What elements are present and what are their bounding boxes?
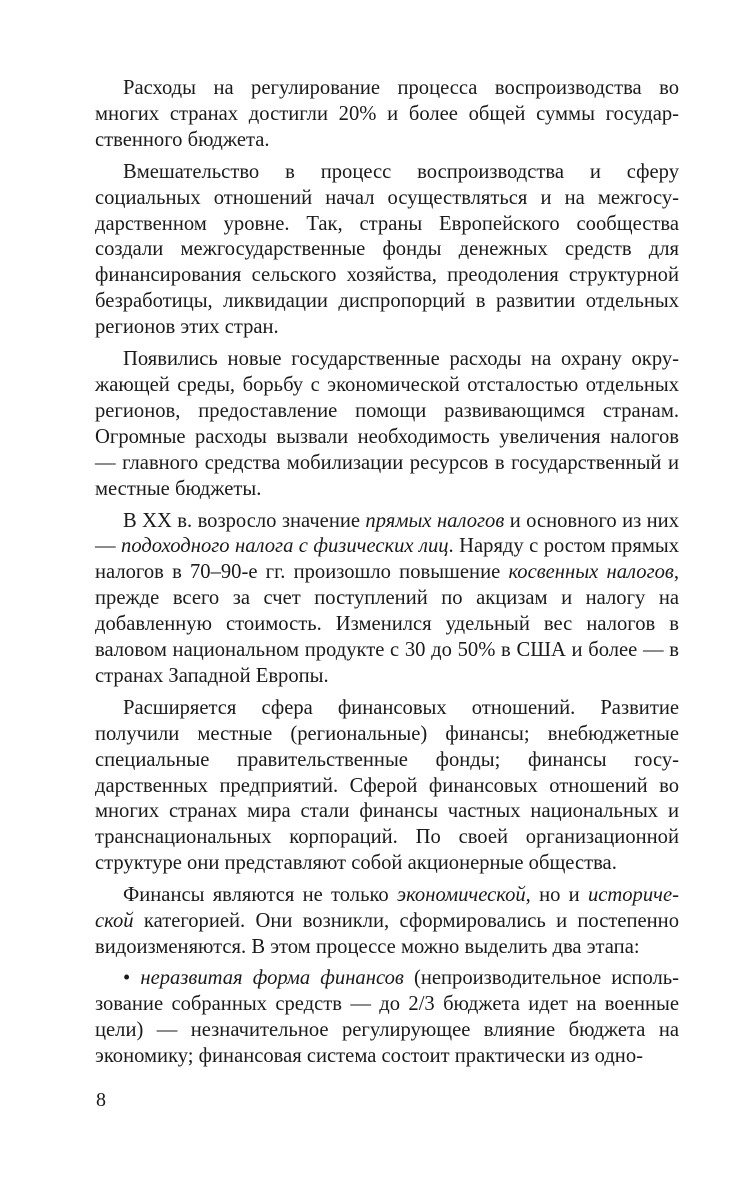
italic-term: экономической: [397, 884, 526, 907]
page-number: 8: [96, 1089, 106, 1111]
paragraph: [95, 347, 679, 502]
text-run: Финансы являются не только: [123, 884, 397, 907]
text-run: (непроизводительное использование собранных средств — до 2/3 бюджета идет на военные цели) — незначительное регулирующее влияние бюджета на экономику; финансовая система состоит практически из одно-: [95, 966, 679, 1067]
italic-term: исторической: [95, 884, 679, 933]
paragraph: [95, 883, 679, 961]
italic-term: косвенных налогов: [508, 561, 674, 584]
text-run: категорией. Они возникли, сформировались и постепенно видоизменяются. В этом процессе можно выделить два этапа:: [95, 910, 679, 958]
text-run: Расширяется сфера финансовых отношений. Развитие получили местные (региональные) финансы; внебюджетные специальные правительственные фонды; финансы государственных предприятий. Сферой финансовых отношений во многих странах мира стали финансы частных национальных и транснациональных корпораций. По своей организационной структуре они представляют собой акционерные общества.: [95, 696, 679, 875]
text-run: . Наряду с ростом прямых налогов в 70–90-е гг. произошло повышение: [95, 535, 679, 584]
text-run: Расходы на регулирование процесса воспроизводства во многих странах достигли 20% и более общей суммы государственного бюджета.: [95, 77, 679, 151]
text-run: •: [123, 966, 141, 989]
paragraph: [95, 160, 679, 341]
text-run: В XX в. возросло значение: [123, 509, 366, 532]
italic-term: неразвитая форма финансов: [140, 966, 404, 989]
text-run: и основного из них —: [95, 509, 679, 558]
text-run: , но и: [525, 884, 588, 907]
paragraph: [95, 509, 679, 690]
text-run: , прежде всего за счет поступлений по акцизам и налогу на добавленную стоимость. Изменился удельный вес налогов в валовом национальном продукте с 30 до 50% в США и более — в странах Западной Европы.: [95, 561, 679, 687]
italic-term: прямых налогов: [365, 509, 505, 532]
text-run: Вмешательство в процесс воспроизводства и сферу социальных отношений начал осуществляться и на межгосударственном уровне. Так, страны Европейского сообщества создали межгосударственные фонды денежных средств для финансирования сельского хозяйства, преодоления структурной безработицы, ликвидации диспропорций в развитии отдельных регионов этих стран.: [95, 160, 679, 339]
paragraph: [95, 76, 679, 154]
text-run: Появились новые государственные расходы на охрану окружающей среды, борьбу с экономической отсталостью отдельных регионов, предоставление помощи развивающимся странам. Огромные расходы вызвали необходимость увеличения налогов — главного средства мобилизации ресурсов в государственный и местные бюджеты.: [95, 348, 679, 500]
page-body: [95, 76, 679, 1076]
bullet-paragraph: [95, 966, 679, 1070]
italic-term: подоходного налога с физических лиц: [121, 535, 449, 558]
paragraph: [95, 696, 679, 877]
